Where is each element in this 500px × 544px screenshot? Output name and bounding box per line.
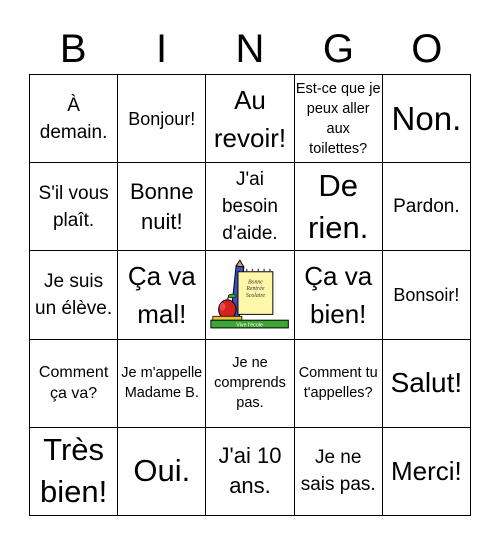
cell-text: J'ai besoin d'aide.: [221, 169, 278, 245]
bingo-cell[interactable]: [206, 75, 294, 163]
bingo-cell[interactable]: [383, 251, 471, 339]
cell-text: Bonjour!: [128, 108, 196, 129]
bingo-cell[interactable]: [206, 340, 294, 428]
cell-text: Salut!: [390, 367, 463, 399]
free-space[interactable]: [206, 251, 294, 339]
bingo-cell[interactable]: [295, 428, 383, 516]
cell-text: S'il vous plaît.: [38, 182, 109, 231]
cell-text: Oui.: [133, 453, 191, 489]
bingo-cell[interactable]: [383, 75, 471, 163]
bingo-cell[interactable]: [383, 428, 471, 516]
cell-text: Non.: [391, 99, 462, 137]
bingo-cell[interactable]: [295, 251, 383, 339]
bingo-cell[interactable]: [118, 251, 206, 339]
ruler-text: Vive l'école: [236, 322, 264, 329]
bingo-cell[interactable]: [30, 428, 118, 516]
apple-icon: [219, 294, 236, 319]
cell-text: Très bien!: [39, 432, 108, 510]
cell-text: Bonsoir!: [393, 284, 460, 305]
bingo-cell[interactable]: [295, 75, 383, 163]
bingo-cell[interactable]: [118, 428, 206, 516]
bingo-cell[interactable]: [118, 163, 206, 251]
bingo-board: [29, 74, 471, 516]
cell-text: Ça va mal!: [127, 260, 196, 329]
cell-text: Je ne sais pas.: [300, 447, 376, 496]
cell-text: Comment ça va?: [38, 364, 109, 403]
header-letter-o: O: [411, 27, 443, 71]
bingo-cell[interactable]: [206, 428, 294, 516]
cell-text: Je suis un élève.: [35, 270, 113, 319]
cell-text: Comment tu t'appelles?: [298, 365, 378, 402]
ruler-icon: [211, 320, 288, 328]
header-letter-b: B: [59, 27, 87, 71]
bingo-cell[interactable]: [30, 163, 118, 251]
notepad-icon: [238, 269, 273, 315]
notepad-line-3: Scolaire: [246, 292, 266, 299]
cell-text: De rien.: [308, 167, 369, 245]
bingo-cell[interactable]: [206, 163, 294, 251]
header-letter-n: N: [235, 27, 265, 71]
bingo-cell[interactable]: [118, 75, 206, 163]
header-letter-g: G: [322, 27, 354, 71]
cell-text: Merci!: [391, 456, 462, 487]
cell-text: Bonne nuit!: [129, 178, 194, 234]
bingo-cell[interactable]: [118, 340, 206, 428]
school-supplies-icon: [207, 259, 292, 331]
cell-text: Pardon.: [393, 196, 460, 218]
cell-text: À demain.: [39, 94, 108, 143]
cell-text: Je ne comprends pas.: [214, 355, 286, 412]
bingo-cell[interactable]: [30, 75, 118, 163]
notepad-line-2: Rentrée: [246, 286, 265, 293]
cell-text: J'ai 10 ans.: [218, 443, 282, 499]
cell-text: Au revoir!: [213, 84, 287, 153]
bingo-cell[interactable]: [295, 340, 383, 428]
cell-text: Est-ce que je peux aller aux toilettes?: [295, 80, 381, 157]
cell-text: Je m'appelle Madame B.: [121, 365, 203, 402]
notepad-line-1: Bonne: [248, 279, 264, 286]
bingo-cell[interactable]: [383, 340, 471, 428]
bingo-cell[interactable]: [383, 163, 471, 251]
bingo-cell[interactable]: [30, 340, 118, 428]
bingo-header: [29, 24, 471, 74]
bingo-cell[interactable]: [30, 251, 118, 339]
bingo-cell[interactable]: [295, 163, 383, 251]
cell-text: Ça va bien!: [304, 260, 373, 329]
header-letter-i: I: [156, 27, 168, 71]
